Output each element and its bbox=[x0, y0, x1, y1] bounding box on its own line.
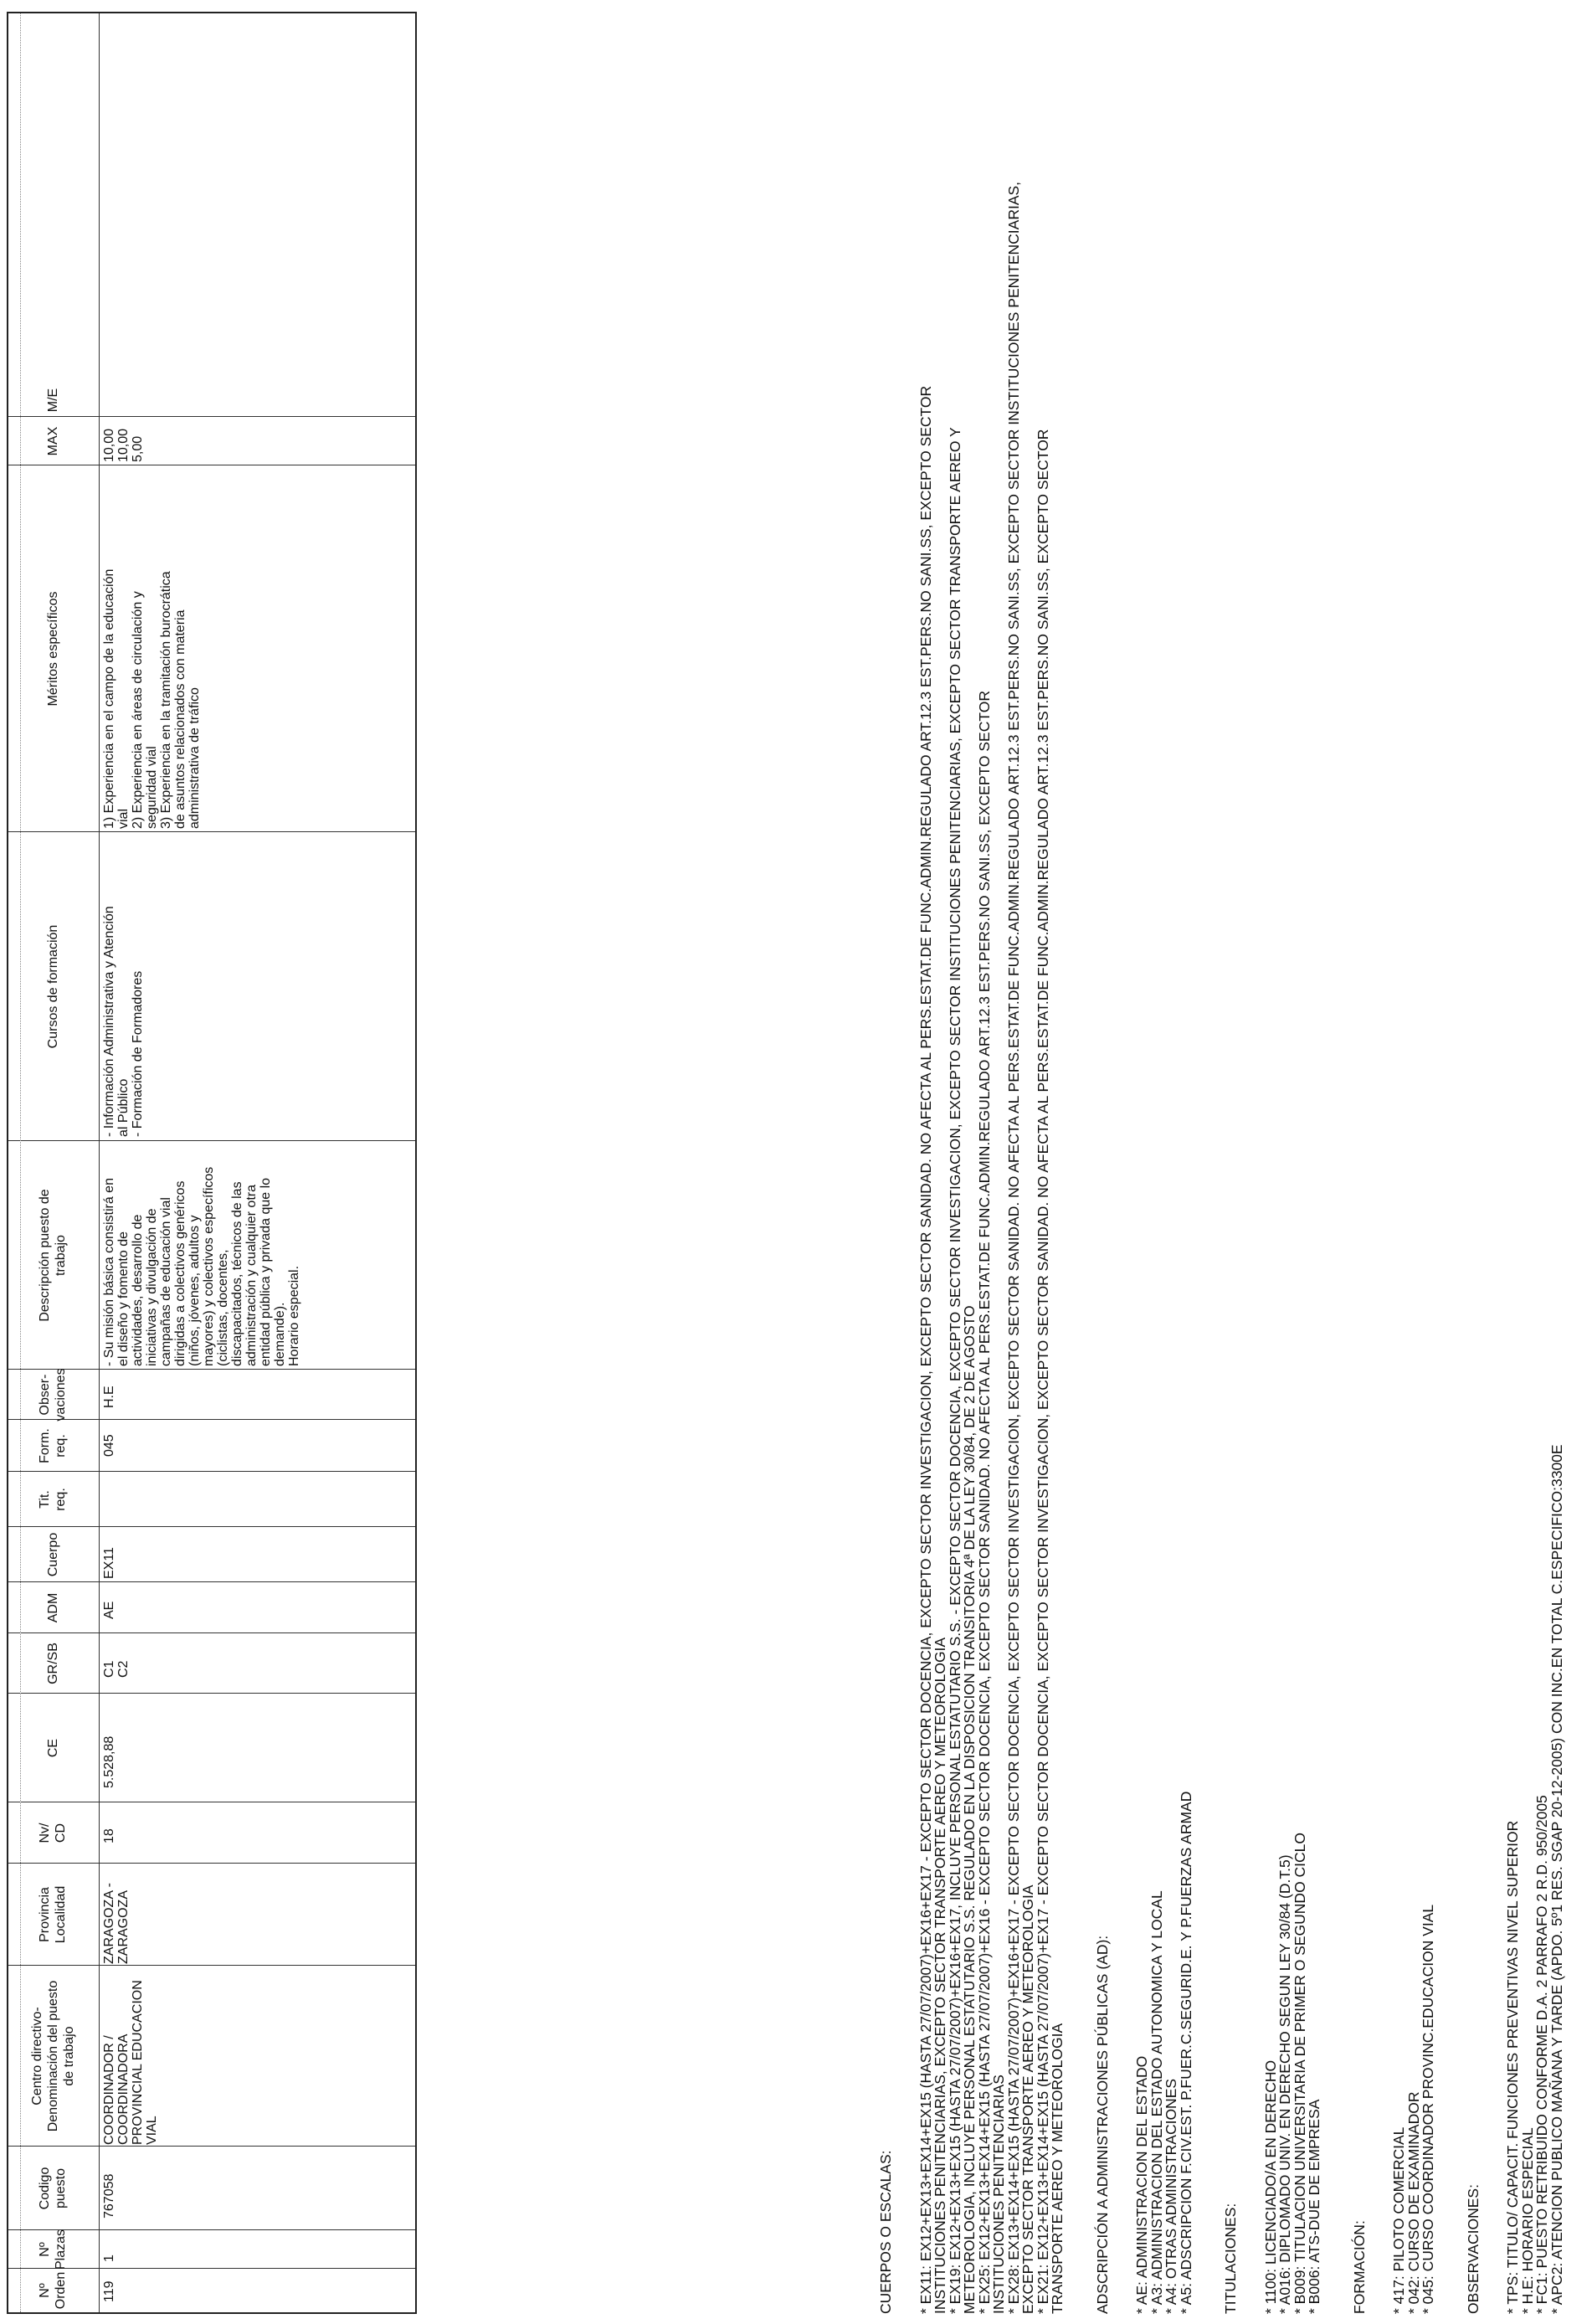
list-item: * 042: CURSO DE EXAMINADOR bbox=[1405, 2091, 1422, 2314]
adscripcion-list bbox=[1135, 12, 1194, 2314]
header-ce: CE bbox=[45, 1738, 60, 1758]
list-item: * A4: OTRAS ADMINISTRACIONES bbox=[1163, 2078, 1179, 2314]
header-plazas: Nº Plazas bbox=[38, 2229, 68, 2270]
list-item: * H.E: HORARIO ESPECIAL bbox=[1518, 2127, 1536, 2314]
header-adm: ADM bbox=[45, 1592, 60, 1623]
observaciones-title: OBSERVACIONES: bbox=[1464, 2184, 1482, 2314]
list-item: * B009: TITULACION UNIVERSITARIA DE PRIMER O SEGUNDO CICLO bbox=[1291, 1832, 1308, 2314]
cell-ce: 5.528,88 bbox=[102, 1735, 116, 1788]
list-item: * EX28: EX13+EX14+EX15 (HASTA 27/07/2007)+EX16+EX17 - EXCEPTO SECTOR DOCENCIA, EXCEPTO SECTOR INVESTIGACION, EXCEPTO SECTOR SANIDAD. NO AFECTA AL PERS.ESTAT.DE FUNC.ADMIN.REGULADO ART.12.3 EST.PERS.NO SANI.SS, EXCEPTO SECTOR INSTITUCIONES PENITENCIARIAS, bbox=[1004, 181, 1022, 2314]
formacion-title: FORMACIÓN: bbox=[1350, 2220, 1368, 2314]
header-nivel: Nv/ CD bbox=[38, 1823, 68, 1843]
list-item: * EX25: EX12+EX13+EX14+EX15 (HASTA 27/07/2007)+EX16 - EXCEPTO SECTOR DOCENCIA, EXCEPTO SECTOR SANIDAD. NO AFECTA AL PERS.ESTAT.DE FUNC.ADMIN.REGULADO ART.12.3 EST.PERS.NO SANI.SS, EXCEPTO SECTOR bbox=[975, 691, 993, 2314]
header-meritos: Méritos específicos bbox=[45, 591, 60, 707]
header-descripcion: Descripción puesto de trabajo bbox=[38, 1189, 68, 1322]
cell-nivel: 18 bbox=[102, 1828, 116, 1843]
list-item: TRANSPORTE AEREO Y METEOROLOGIA bbox=[1049, 2023, 1066, 2314]
header-cursos: Cursos de formación bbox=[45, 924, 60, 1049]
list-item: INSTITUCIONES PENITENCIARIAS bbox=[990, 2075, 1007, 2314]
cell-descripcion: - Su misión básica consistirá en el diseño y fomento de actividades, desarrollo de iniciativas y divulgación de campañas de educación vial dirigidas a colectivos genéricos (niños, jóvenes, adultos y mayores) y colectivos específicos (ciclistas, docentes, discapacitados, técnicos de las administración y cualquier otra entidad pública y privada que lo demande). Horario especial. bbox=[102, 1166, 301, 1366]
list-item: * FC1: PUESTO RETRIBUIDO CONFORME D.A. 2 PARRAFO 2 R.D. 950/2005 bbox=[1533, 1795, 1550, 2314]
header-provincia: Provincia Localidad bbox=[38, 1885, 68, 1944]
list-item: * A5: ADSCRIPCION F.CIV.EST. P.FUER.C.SEGURID.E. Y P.FUERZAS ARMAD bbox=[1177, 1791, 1194, 2314]
list-item: METEOROLOGIA, INCLUYE PERSONAL ESTATUTARIO S.S. REGULADO EN LA DISPOSICION TRANSITORIA 4ª DE LA LEY 30/84, DE 2 DE AGOSTO bbox=[961, 1305, 978, 2314]
cell-observaciones: H.E bbox=[102, 1386, 116, 1408]
header-observaciones: Obser- vaciones bbox=[38, 1368, 68, 1422]
header-formacion: Form. req. bbox=[38, 1428, 68, 1463]
header-orden: Nº Orden bbox=[38, 2271, 68, 2310]
cell-centro: COORDINADOR / COORDINADORA PROVINCIAL EDUCACION VIAL bbox=[102, 1980, 159, 2145]
list-item: * EX21: EX12+EX13+EX14+EX15 (HASTA 27/07/2007)+EX17 - EXCEPTO SECTOR DOCENCIA, EXCEPTO SECTOR INVESTIGACION, EXCEPTO SECTOR SANIDAD. NO AFECTA AL PERS.ESTAT.DE FUNC.ADMIN.REGULADO ART.12.3 EST.PERS.NO SANI.SS, EXCEPTO SECTOR bbox=[1034, 429, 1051, 2314]
titulaciones-list bbox=[1261, 12, 1322, 2314]
cell-meritos: 1) Experiencia en el campo de la educación vial 2) Experiencia en áreas de circulación y seguridad vial 3) Experiencia en la tramitación burocrática de asuntos relacionados con materia administrativa de tráfico bbox=[102, 568, 202, 829]
cell-codigo: 767058 bbox=[102, 2173, 116, 2219]
list-item: * AE: ADMINISTRACION DEL ESTADO bbox=[1133, 2055, 1150, 2314]
list-item: EXCEPTO SECTOR TRANSPORTE AEREO Y METEOROLOGIA bbox=[1019, 1884, 1036, 2314]
header-max: MAX bbox=[45, 426, 60, 456]
cell-formacion: 045 bbox=[102, 1434, 116, 1457]
notes-section bbox=[879, 12, 1564, 2314]
cell-cuerpo: EX11 bbox=[102, 1547, 116, 1579]
cell-provincia: ZARAGOZA - ZARAGOZA bbox=[102, 1883, 131, 1964]
list-item: * 417: PILOTO COMERCIAL bbox=[1390, 2126, 1407, 2314]
formacion-list bbox=[1392, 12, 1436, 2314]
header-me: M/E bbox=[45, 388, 60, 413]
cell-max: 10,00 10,00 5,00 bbox=[102, 428, 145, 462]
cell-orden: 119 bbox=[102, 2280, 116, 2302]
header-grupo: GR/SB bbox=[45, 1643, 60, 1684]
list-item: * A3: ADMINISTRACION DEL ESTADO AUTONOMICA Y LOCAL bbox=[1148, 1890, 1165, 2314]
list-item: * 045: CURSO COORDINADOR PROVINC.EDUCACION VIAL bbox=[1420, 1904, 1436, 2314]
list-item: * TPS: TITULO/ CAPACIT. FUNCIONES PREVENTIVAS NIVEL SUPERIOR bbox=[1504, 1820, 1521, 2314]
header-codigo: Codigo puesto bbox=[38, 2167, 68, 2210]
list-item: * EX11: EX12+EX13+EX14+EX15 (HASTA 27/07/2007)+EX16+EX17 - EXCEPTO SECTOR DOCENCIA, EXCEPTO SECTOR INVESTIGACION, EXCEPTO SECTOR SANIDAD. NO AFECTA AL PERS.ESTAT.DE FUNC.ADMIN.REGULADO ART.12.3 EST.PERS.NO SANI.SS, EXCEPTO SECTOR bbox=[917, 385, 934, 2314]
cell-plazas: 1 bbox=[102, 2255, 116, 2262]
header-centro: Centro directivo- Denominación del puesto de trabajo bbox=[29, 1980, 76, 2132]
list-item: * EX19: EX12+EX13+EX15 (HASTA 27/07/2007)+EX16+EX17, INCLUYE PERSONAL ESTATUTARIO S.S. - EXCEPTO SECTOR DOCENCIA, EXCEPTO SECTOR INVESTIGACION, EXCEPTO SECTOR INSTITUCIONES PENITENCIARIAS, EXCEPTO SECTOR TRANSPORTE AEREO Y bbox=[946, 427, 963, 2314]
cuerpos-list bbox=[919, 12, 1066, 2314]
adscripcion-title: ADSCRIPCIÓN A ADMINISTRACIONES PÚBLICAS (AD): bbox=[1093, 1935, 1111, 2314]
list-item: * B006: ATS-DUE DE EMPRESA bbox=[1306, 2099, 1322, 2314]
cell-adm: AE bbox=[102, 1601, 116, 1619]
header-cuerpo: Cuerpo bbox=[45, 1532, 60, 1577]
cell-grupo: C1 C2 bbox=[102, 1660, 131, 1678]
list-item: * A016: DIPLOMADO UNIV. EN DERECHO SEGUN LEY 30/84 (D.T.5) bbox=[1276, 1854, 1293, 2314]
observaciones-list bbox=[1506, 12, 1564, 2314]
cuerpos-title: CUERPOS O ESCALAS: bbox=[877, 2150, 894, 2314]
cell-cursos: - Información Administrativa y Atención al Público - Formación de Formadores bbox=[102, 906, 145, 1137]
list-item: * 1100: LICENCIADO/A EN DERECHO bbox=[1261, 2059, 1279, 2314]
list-item: INSTITUCIONES PENITENCIARIAS, EXCEPTO SECTOR TRANSPORTE AEREO Y METEOROLOGIA bbox=[932, 1637, 948, 2314]
titulaciones-title: TITULACIONES: bbox=[1222, 2203, 1239, 2314]
list-item: * APC2: ATENCION PUBLICO MAÑANA Y TARDE (APDO. 5º1 RES. SGAP 20-12-2005) CON INC.EN TOTAL C.ESPECIFICO:3300E bbox=[1548, 1444, 1565, 2314]
header-titulacion: Tit. req. bbox=[38, 1488, 68, 1511]
positions-table bbox=[7, 12, 417, 2314]
